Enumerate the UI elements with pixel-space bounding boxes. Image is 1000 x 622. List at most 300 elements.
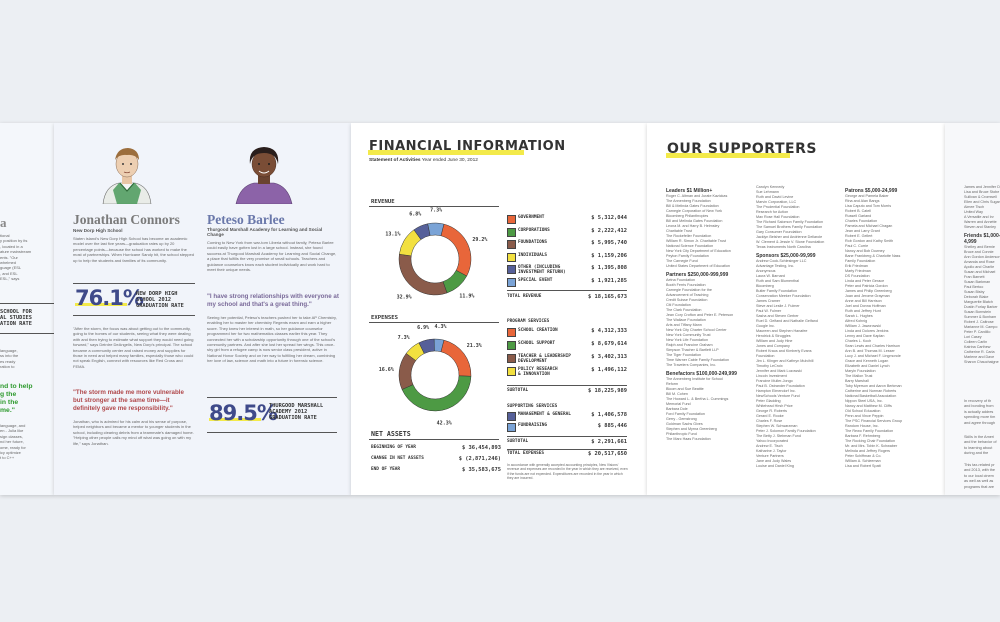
- supporter-name: Susan and Michael: [964, 270, 996, 274]
- supporter-name: Penn and Vince Peppin: [845, 414, 884, 418]
- legend-label: MANAGEMENT & GENERAL: [518, 412, 571, 417]
- subtitle-rest: Year ended June 30, 2012: [421, 158, 478, 163]
- supporter-category: Sponsors $25,000-99,999: [756, 253, 816, 259]
- supporter-name: Stephen W. Schwarzman: [756, 424, 798, 428]
- supporter-name: Ellen and Chris Sugar: [964, 200, 1000, 204]
- supporter-name: Laura W. Barnard: [756, 274, 785, 278]
- supporter-category: Patrons $5,000-24,999: [845, 188, 898, 194]
- supporters-col-3: [845, 185, 935, 469]
- story1-stat-label: NEW DORP HIGH SCHOOL 2012 GRADUATION RATE: [136, 291, 184, 309]
- legend-row: [507, 228, 627, 238]
- supporter-name: Ruth and Sam Blumenthal: [756, 279, 800, 283]
- supporter-name: Timothy LeCroix: [756, 364, 783, 368]
- supporter-name: Ann Gordon Anderson: [964, 255, 1000, 259]
- supporter-name: The Carnegie Fund: [666, 259, 698, 263]
- donut-slice-label: 6.9%: [417, 324, 430, 331]
- subtotal1-label: SUBTOTAL: [507, 388, 529, 393]
- supporter-name: Andrew E. Tisch: [756, 444, 783, 448]
- donut-slice: [402, 376, 471, 411]
- supporter-name: The Marc Haas Foundation: [666, 437, 711, 441]
- supporter-name: NewSchools Venture Fund: [756, 394, 800, 398]
- donut-slice: [428, 223, 444, 236]
- supporter-name: The Wallace Foundation: [666, 318, 706, 322]
- supporter-name: Linda and Peter Gerace: [845, 279, 885, 283]
- supporter-name: Texas Instruments North Carolina: [756, 245, 811, 249]
- supporter-name: Whitehead Hirsh Price: [756, 404, 793, 408]
- legend-value: $ 1,395,808: [591, 265, 627, 271]
- supporter-name: Nippon Steel USA, Inc.: [845, 399, 883, 403]
- supporter-name: Gerard E. Rooke: [756, 414, 784, 418]
- legend-row: [507, 367, 627, 377]
- supporter-name: Barry Marshall: [845, 379, 869, 383]
- supporter-name: George R. Roberts: [756, 409, 787, 413]
- legend-label: FOUNDATIONS: [518, 240, 548, 245]
- legend-swatch: [507, 354, 516, 363]
- supporter-name: Memorial Fund: [666, 402, 691, 406]
- supporter-name: Peter Gladding: [756, 399, 781, 403]
- supporter-name: Robert J. Caltrose: [964, 320, 994, 324]
- supporter-name: William R. Simon Jr. Charitable Trust: [666, 239, 727, 243]
- supporter-name: Advantage Testing, Inc.: [756, 264, 795, 268]
- supporter-name: Peter and Patricia Gordon: [845, 284, 888, 288]
- supporter-name: Lincoln Investment: [756, 374, 787, 378]
- supporter-name: Ford Family Foundation: [666, 412, 705, 416]
- supporter-name: Roger C. Altman and Jurate Kazickas: [666, 194, 728, 198]
- right-partial-panel: [945, 123, 1000, 495]
- supporter-name: Advancement of Teaching: [666, 293, 709, 297]
- legend-value: $ 1,496,112: [591, 367, 627, 373]
- legend-row: [507, 265, 627, 275]
- supporter-category: Friends $1,000-4,999: [964, 233, 1000, 245]
- supporter-category: Partners $250,000-999,999: [666, 272, 729, 278]
- supporter-name: The Annenberg Institute for School: [666, 377, 723, 381]
- legend-label: SPECIAL EVENT: [518, 277, 553, 283]
- supporter-name: Yahoo Incorporated: [756, 439, 789, 443]
- supporter-name: Peyton Family Foundation: [666, 254, 709, 258]
- supporter-name: Toby Myerson and Aaron Berkman: [845, 384, 902, 388]
- story2-quote: "I have strong relationships with everyone at my school and that's a great thing.": [207, 293, 339, 308]
- right-text-fragment-3: This tax-related pr and 2013, with the to our local cinem as well as well as programs that are: [964, 463, 996, 489]
- expenses-donut-chart: [371, 323, 501, 427]
- supporter-name: Robert E. Gellert: [845, 234, 873, 238]
- supporter-name: Bloom and Sue Beattie: [666, 387, 704, 391]
- supporter-name: Apollo and Charlie: [964, 265, 995, 269]
- supporter-name: Erik Friedman: [845, 264, 868, 268]
- legend-label: FUNDRAISING: [518, 423, 548, 428]
- supporter-name: Sue Lehmann: [756, 190, 779, 194]
- net-assets-value: $ (2,871,246): [458, 456, 501, 462]
- story1-stat: 76.1%: [75, 286, 143, 310]
- supporter-name: Sean Lewis and Charles Harrison: [845, 344, 900, 348]
- supporter-name: James and Philip Greenberg: [845, 289, 892, 293]
- supporter-name: Ruth and Jeffrey Hunt: [845, 309, 881, 313]
- story1-body2: "After the storm, the focus was about getting out to the community, going to the homes of our students, seeing what they were dealing with and then trying to estimate what support they would need going forward," says Deirdre DeAngelis, New Dorp's principal. The school became a community center and raised money and supplies for those in need and helped many families, especially those who could not speak English, connect with resources like Red Cross and FEMA.: [73, 326, 194, 369]
- supporter-name: Jacklyn Belsher and Andrienne Dellarole: [756, 235, 823, 239]
- supporter-name: Carnegie Foundation for the: [666, 288, 712, 292]
- supporter-name: Barbara Dole: [666, 407, 688, 411]
- supporter-name: Anne and Bill Harrison: [845, 299, 882, 303]
- supporter-category: Benefactors $100,000-249,999: [666, 371, 737, 377]
- total-revenue-row: [507, 294, 627, 304]
- supporter-name: Credit Suisse Foundation: [666, 298, 708, 302]
- supporter-name: The Travelers Companies, Inc.: [666, 363, 717, 367]
- supporter-name: Catherine and Norman Roberts: [845, 389, 897, 393]
- supporter-name: Joel and Donna Hoffman: [845, 304, 886, 308]
- legend-swatch: [507, 341, 516, 350]
- net-assets-row: [371, 445, 501, 456]
- supporter-name: W. Clement & Jessie V. Stone Foundation: [756, 240, 825, 244]
- supporter-name: Jennifer and Mark Lozowski: [756, 369, 802, 373]
- total-expenses-row: [507, 451, 627, 461]
- stories-panel: [54, 123, 351, 495]
- supporters-title: OUR SUPPORTERS: [667, 141, 817, 157]
- supporter-name: Sasha and Steven Gerber: [756, 314, 799, 318]
- supporter-name: Lori Casey: [964, 335, 982, 339]
- supporting-services-label: SUPPORTING SERVICES: [507, 404, 558, 409]
- legend-label: TEACHER & LEADERSHIP DEVELOPMENT: [518, 354, 571, 364]
- legend-row: [507, 253, 627, 263]
- supporter-name: Bloomberg Philanthropies: [666, 214, 709, 218]
- supporter-name: Bruce and Connie: [964, 250, 994, 254]
- supporter-name: Carolyn Kennedy: [756, 185, 785, 189]
- story2-stat-label: THURGOOD MARSHALL ACADEMY 2012 GRADUATION RATE: [269, 403, 324, 421]
- subtotal1-row: [507, 388, 627, 398]
- total-revenue-label: TOTAL REVENUE: [507, 294, 542, 299]
- subtotal2-row: [507, 439, 627, 449]
- supporter-name: Shelley and Bernie: [964, 245, 995, 249]
- donut-slice-label: 16.6%: [378, 366, 394, 373]
- supporter-name: Booth Ferris Foundation: [666, 283, 706, 287]
- right-text-fragment-2: Skills in the Ameri and the behavior of to learning about during and the: [964, 435, 997, 456]
- supporters-col-4: [964, 185, 1000, 365]
- supporter-name: Melinda and Jeffrey Rogers: [845, 449, 891, 453]
- donut-slice-label: 21.3%: [466, 343, 482, 350]
- supporter-name: The Rockefeller Foundation: [666, 234, 712, 238]
- supporter-name: Ruth and David Levine: [756, 195, 794, 199]
- supporter-name: Nancy and Matthew M. Cliffs: [845, 404, 892, 408]
- left-quote-fragment: nd to help g the in the me.": [0, 383, 33, 414]
- supporter-name: Research for Action: [756, 210, 789, 214]
- supporter-name: New York City Charter School Center: [666, 328, 727, 332]
- supporter-name: United Way: [964, 210, 983, 214]
- supporter-name: The Annenberg Foundation: [666, 199, 711, 203]
- supporter-name: Katharine J. Taylor: [756, 449, 787, 453]
- supporter-name: Paul Bertoo: [964, 285, 984, 289]
- supporter-name: Carnegie Corporation of New York: [666, 209, 722, 213]
- supporter-name: The Rewo Family Foundation: [845, 429, 894, 433]
- legend-row: [507, 215, 627, 225]
- donut-slice-label: 42.3%: [436, 420, 452, 427]
- supporter-name: The Rocking Chair Foundation: [845, 439, 896, 443]
- supporter-name: Susan Barkman: [964, 280, 991, 284]
- supporter-name: Bane Frankberg & Charlotte Nass: [845, 254, 901, 258]
- supporter-name: Lenny and Dave Kaplan: [845, 334, 885, 338]
- total-expenses-label: TOTAL EXPENSES: [507, 451, 545, 456]
- net-assets-table: [371, 445, 501, 478]
- legend-swatch: [507, 265, 516, 274]
- legend-swatch: [507, 228, 516, 237]
- story2-name: Peteso Barlee: [207, 212, 285, 227]
- subtitle-bold: Statement of Activities: [369, 158, 421, 163]
- legend-value: $ 885,446: [597, 423, 627, 429]
- supporter-name: Foundation: [756, 354, 775, 358]
- supporter-name: Jim L. Klinger and Kathryn Mulvihill: [756, 359, 814, 363]
- supporter-name: Marlene and Dave: [964, 355, 995, 359]
- supporter-name: The Clark Foundation: [666, 308, 702, 312]
- financial-title: FINANCIAL INFORMATION: [369, 139, 566, 154]
- supporter-name: Charles F. Rose: [756, 419, 783, 423]
- supporter-name: Bill M. Cohen: [666, 392, 688, 396]
- legend-row: [507, 341, 627, 351]
- supporter-name: Paul W. Fulmer: [756, 309, 782, 313]
- legend-label: POLICY RESEARCH & INNOVATION: [518, 367, 558, 377]
- supporter-name: Katrina Carthew: [964, 345, 991, 349]
- legend-row: [507, 354, 627, 364]
- total-revenue-value: $ 18,165,673: [588, 294, 627, 300]
- supporter-name: Colleen Carlin: [964, 340, 988, 344]
- supporter-name: Sarah L. Hughes: [845, 314, 873, 318]
- supporter-name: Joan and Jerome Grayman: [845, 294, 890, 298]
- legend-row: [507, 423, 627, 433]
- supporter-name: Robert Kraus and Kimberly Evans: [756, 349, 812, 353]
- supporter-name: Bloomberg: [756, 284, 774, 288]
- supporter-name: Russell Garland: [845, 214, 872, 218]
- supporter-name: Random House, Inc.: [845, 424, 879, 428]
- supporter-name: Catherine R. Carla: [964, 350, 995, 354]
- legend-label: GOVERNMENT: [518, 215, 545, 220]
- donut-slice: [441, 224, 471, 276]
- supporter-name: Stephen and Myrna Greenberg: [666, 427, 717, 431]
- supporter-name: The Tiger Foundation: [666, 353, 702, 357]
- peteso-portrait: [232, 142, 296, 204]
- legend-value: $ 4,312,333: [591, 328, 627, 334]
- supporter-name: Ann B. and Thomas M. Lesser: [845, 349, 895, 353]
- supporter-name: Jane and Judy Wales: [756, 459, 792, 463]
- story1-school: New Dorp High School: [73, 228, 123, 233]
- legend-label: SCHOOL SUPPORT: [518, 341, 556, 346]
- supporter-name: Conservation Meeker Foundation: [756, 294, 811, 298]
- program-services-label: PROGRAM SERVICES: [507, 319, 550, 324]
- supporter-name: Jean Cory Crofton and Peter E. Peterson: [666, 313, 734, 317]
- donut-slice-label: 32.9%: [396, 294, 412, 301]
- supporter-name: The PSC Financial Services Group: [845, 419, 903, 423]
- supporters-col-2: [756, 185, 846, 469]
- supporter-name: Steve and Leslie J. Fulmer: [756, 304, 800, 308]
- supporter-name: Old School Education: [845, 409, 881, 413]
- supporter-name: Gary Consumer Foundation: [756, 230, 802, 234]
- supporter-name: The Prudential Foundation: [756, 205, 800, 209]
- supporter-name: William J. Jaworowski: [845, 324, 881, 328]
- supporter-name: Aetna Foundation: [666, 278, 696, 282]
- net-assets-value: $ 36,454,893: [462, 445, 501, 451]
- supporter-name: Louise and Daniel King: [756, 464, 794, 468]
- net-assets-label: END OF YEAR: [371, 467, 401, 472]
- supporter-name: Peter Schiffman & Co.: [845, 454, 882, 458]
- supporter-name: Marianne M. Campo: [964, 325, 998, 329]
- story2-body2: Seeing her potential, Peteso's teachers pushed her to take AP Chemistry, enabling her to master her chemistry Regents exam and earn a higher score. They knew her interest in math, so her guidance counselor programmed her for two mathematics classes earlier this year. They connected her with a scholarship opportunity through one of the school's community partners. And after she lost her spread her wings. This once-shy girl from a refugee camp is now senior class president, active in National Honor Society and on her way to fulfilling her dream, combining her love of law, science and math into a future in forensic science.: [207, 315, 337, 364]
- legend-swatch: [507, 367, 516, 376]
- legend-value: $ 5,312,044: [591, 215, 627, 221]
- supporter-name: National Science Foundation: [666, 244, 714, 248]
- supporter-name: Aimee Tisch: [964, 205, 985, 209]
- supporter-name: Hampton Elmendorf Inc.: [756, 389, 796, 393]
- net-assets-label: NET ASSETS: [371, 430, 411, 438]
- subtotal2-label: SUBTOTAL: [507, 439, 529, 444]
- supporter-name: Peter P. Cardillo: [964, 330, 991, 334]
- supporter-name: Goldman Sachs Gives: [666, 422, 703, 426]
- supporter-name: Robert B. Catell: [845, 209, 872, 213]
- donut-slice-label: 13.1%: [385, 231, 401, 238]
- net-assets-row: [371, 467, 501, 478]
- financial-panel: [351, 123, 647, 495]
- supporter-name: Alfred Kohnig: [845, 319, 868, 323]
- left-stat-fragment: SCHOOL FOR AL STUDIES ATION RATE: [0, 309, 32, 327]
- net-assets-label: BEGINNING OF YEAR: [371, 445, 416, 450]
- financial-footnote: In accordance with generally accepted accounting principles, New Visions' revenue and expenses are recorded in the year in which they are received, even if the funds are not expended. Expenditures are recorded in the year in which they are incurred.: [507, 463, 628, 480]
- donut-slice-label: 11.9%: [459, 293, 475, 300]
- story1-body1: Staten Island's New Dorp High School has become an academic model over the last five years—graduation rates up by 20 percentage points—because the school has worked to make the most of partnerships. When Hurricane Sandy hit, the school stepped up to help the students and families of its community.: [73, 236, 194, 263]
- supporter-name: Deborah Blake: [964, 295, 989, 299]
- supporter-name: Simpson Thacher & Bartlett LLP: [666, 348, 719, 352]
- financial-subtitle: [369, 158, 478, 163]
- left-body-fragment: tional y position by its , located in a ature mainstream ents. "Our whelmed guage (ESL , and ESL ESL," says: [0, 233, 32, 282]
- donut-slice-label: 7.3%: [397, 334, 410, 341]
- supporter-name: A Versatile and Irv: [964, 215, 994, 219]
- revenue-donut-chart: [371, 207, 501, 311]
- supporter-name: Maureen and Stephen Hanafee: [756, 329, 808, 333]
- supporter-name: Reform: [666, 382, 679, 386]
- net-assets-row: [371, 456, 501, 467]
- supporter-name: Rina and Alan Bangs: [845, 199, 880, 203]
- legend-row: [507, 278, 627, 288]
- supporter-name: Hendrick & Struggles: [756, 334, 791, 338]
- legend-value: $ 8,679,614: [591, 341, 627, 347]
- supporter-name: Steven and Stanley: [964, 225, 996, 229]
- story1-body3: Jonathan, who is admired for his calm and his sense of purpose, helped neighbors and became a mentor to younger students in the school, including clearing debris from a teammate's damaged home. "Helping other people calls my mind off what was going on with my life," says Jonathan.: [73, 419, 194, 446]
- supporter-name: George and Pamela Baker: [845, 194, 889, 198]
- supporter-name: Grace and Kenneth Logan: [845, 359, 889, 363]
- supporter-name: Nancy and Bob Downey: [845, 249, 885, 253]
- supporter-name: Marty Friedman: [845, 269, 871, 273]
- story2-stat: 89.5%: [209, 401, 277, 425]
- supporter-name: Family Foundation: [845, 259, 876, 263]
- supporter-name: The Richard Salomon Family Foundation: [756, 220, 824, 224]
- supporter-name: Marvin Corporation, LLC: [756, 200, 797, 204]
- legend-swatch: [507, 412, 516, 421]
- legend-label: INDIVIDUALS: [518, 252, 548, 258]
- legend-swatch: [507, 278, 516, 287]
- supporter-name: Arts and Tiffany Mann: [666, 323, 702, 327]
- donut-slice-label: 6.8%: [409, 211, 422, 218]
- supporter-name: The Samuel Brothers Family Foundation: [756, 225, 823, 229]
- supporter-name: Jones and Company: [756, 344, 790, 348]
- jonathan-portrait: [97, 142, 157, 204]
- supporter-name: Amanda and Rose: [964, 260, 995, 264]
- subtotal1-value: $ 18,225,989: [588, 388, 627, 394]
- legend-row: [507, 240, 627, 250]
- supporter-name: Fran Barnett: [964, 275, 985, 279]
- heading-fragment: a: [0, 215, 7, 230]
- supporter-name: Maryln Foundation: [845, 369, 876, 373]
- supporter-name: The Howard L. & Bertha L. Cummings: [666, 397, 729, 401]
- supporter-name: Bill and Melinda Gates Foundation: [666, 219, 723, 223]
- supporter-name: Citi Foundation: [666, 303, 691, 307]
- supporters-col-1: [666, 185, 756, 442]
- supporter-name: Linda and Dolores Jenkins: [845, 329, 889, 333]
- supporter-name: Paul C. Currie: [845, 244, 869, 248]
- revenue-label: REVENUE: [371, 199, 395, 205]
- net-assets-label: CHANGE IN NET ASSETS: [371, 456, 424, 461]
- legend-value: $ 5,995,740: [591, 240, 627, 246]
- supporter-name: Leona M. and Harry B. Helmsley: [666, 224, 720, 228]
- supporter-name: The Mallon Trust: [845, 374, 873, 378]
- supporter-name: United States Department of Education: [666, 264, 730, 268]
- story2-body1: Coming to New York from war-torn Liberia without family, Peteso Barlee could easily have gotten lost in a large school. Instead, she found success at Thurgood Marshall Academy for Learning and Social Change, a place that fulfills the very promise of small schools. Teachers and guidance counselors know each student individually and work hard to meet their unique needs.: [207, 240, 337, 273]
- legend-label: OTHER (INCLUDING INVESTMENT RETURN): [518, 265, 566, 275]
- supporter-name: James Cramer: [756, 299, 781, 303]
- supporter-name: James and Jennifer D: [964, 185, 1000, 189]
- supporter-name: Google Inc.: [756, 324, 775, 328]
- supporter-name: Pamela and Michael Chagan: [845, 224, 893, 228]
- legend-label: CORPORATIONS: [518, 227, 550, 233]
- story2-school: Thurgood Marshall Academy for Learning and Social Change: [207, 227, 323, 237]
- legend-swatch: [507, 253, 516, 262]
- legend-swatch: [507, 215, 516, 224]
- supporter-name: Lucy J. and Michael F. Lingmonde: [845, 354, 901, 358]
- supporter-name: Summer & Bonham: [964, 315, 997, 319]
- donut-slice-label: 7.3%: [430, 207, 443, 214]
- supporter-name: Bill & Melinda Gates Foundation: [666, 204, 719, 208]
- supporter-name: Elizabeth and Daniel Lynch: [845, 364, 890, 368]
- supporter-name: Barbara F. Rehmberg: [845, 434, 881, 438]
- supporter-name: Dustin Forlay Barker: [964, 305, 998, 309]
- supporter-name: Lisa and Bruce Stobe: [964, 190, 1000, 194]
- supporter-name: Venture Partners: [756, 454, 784, 458]
- supporter-name: Paul B. Ostrander Foundation: [756, 384, 805, 388]
- donut-slice: [399, 254, 447, 295]
- supporter-name: Gerry - Gemstrong: [666, 417, 697, 421]
- supporter-name: New York Life Foundation: [666, 338, 709, 342]
- supporter-name: Max Rose Hall Foundation: [756, 215, 800, 219]
- supporter-name: Susan Bisby: [964, 290, 985, 294]
- supporter-name: Francine Muller-Jongo: [756, 379, 793, 383]
- legend-value: $ 1,921,285: [591, 277, 627, 284]
- donut-slice-label: 4.3%: [434, 323, 447, 330]
- supporters-panel: [647, 123, 945, 495]
- supporter-name: Ruel D. Gelfand and Nathalie Gelfand: [756, 319, 818, 323]
- supporter-name: New York Community Trust: [666, 333, 711, 337]
- donut-slice-label: 29.2%: [472, 236, 488, 243]
- supporter-name: Charles L. Koch: [845, 339, 872, 343]
- legend-value: $ 1,406,578: [591, 412, 627, 418]
- supporter-name: National Basketball Association: [845, 394, 897, 398]
- net-assets-value: $ 35,583,675: [462, 467, 501, 473]
- supporter-name: William A. Schleeman: [845, 459, 881, 463]
- legend-value: $ 3,402,313: [591, 354, 627, 360]
- supporter-category: Leaders $1 Million+: [666, 188, 713, 194]
- supporter-name: Sullivan & Cromwell: [964, 195, 997, 199]
- supporter-name: The Betty J. Stebman Fund: [756, 434, 801, 438]
- legend-label: SCHOOL CREATION: [518, 328, 558, 333]
- legend-swatch: [507, 328, 516, 337]
- story1-quote: "The storm made me more vulnerable but stronger at the same time—it definitely gave me responsibility.": [73, 389, 184, 412]
- supporter-name: Warren and Annette: [964, 220, 997, 224]
- supporter-name: New York City Department of Education: [666, 249, 731, 253]
- supporter-name: Susan Bornstein: [964, 310, 992, 314]
- expenses-label: EXPENSES: [371, 315, 398, 321]
- left-partial-panel: a tional y position by its , located in a ature mainstream ents. "Our whelmed guage (ESL , and ESL ESL," says SCHOOL FOR AL STUDIES ATION RATE language, ss into the es ready ration to nd to help g the in the me." language, and en - Julia like sign classes, nd her future, ome, ready for icy optimize t to C++: [0, 123, 54, 495]
- supporter-name: Butler Family Foundation: [756, 289, 797, 293]
